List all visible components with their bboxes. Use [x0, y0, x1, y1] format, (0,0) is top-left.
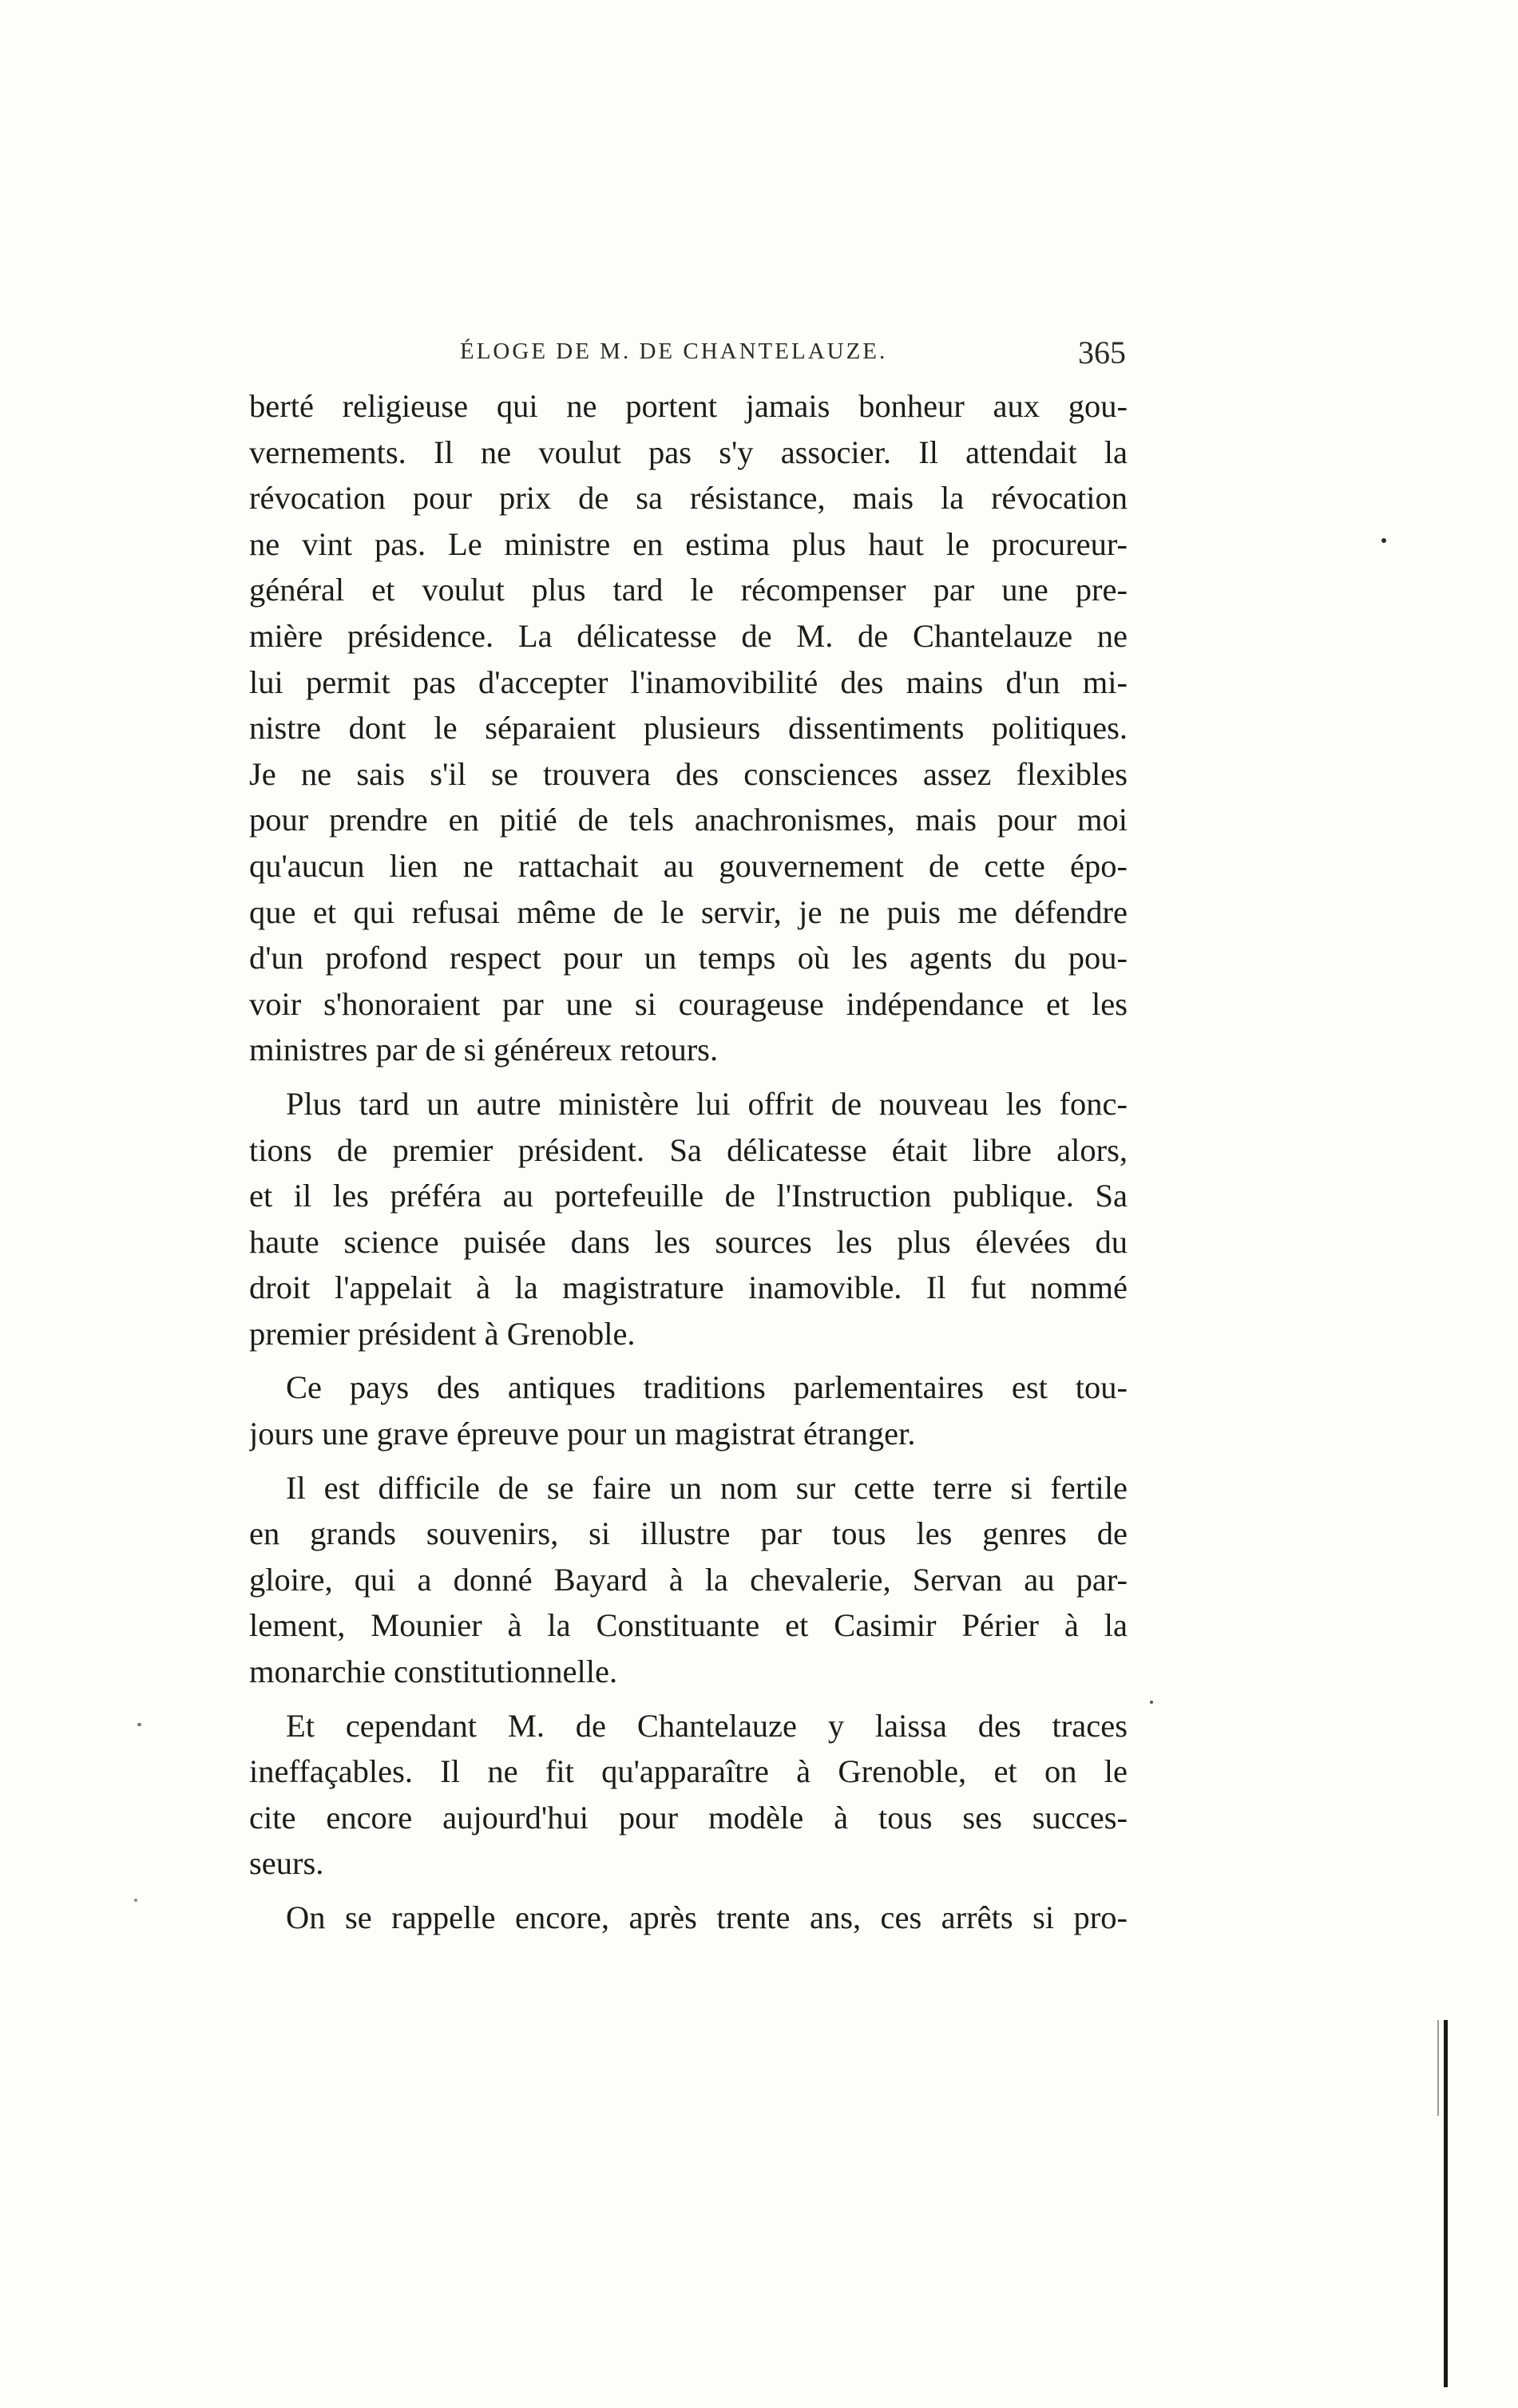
text-line: monarchie constitutionnelle. [249, 1654, 618, 1690]
scan-speck [137, 1723, 141, 1726]
text-line: Je ne sais s'il se trouvera des consciences assez flexibles [249, 755, 1128, 792]
paragraph [249, 1465, 1128, 1695]
text-line: tions de premier président. Sa délicatesse était libre alors, [249, 1131, 1128, 1168]
page-edge-shadow [1437, 2020, 1439, 2116]
text-line: berté religieuse qui ne portent jamais bonheur aux gou- [249, 388, 1128, 424]
paragraph [249, 1703, 1128, 1887]
page-edge-mark [1444, 2020, 1448, 2387]
scan-speck [134, 1899, 137, 1902]
text-line: droit l'appelait à la magistrature inamovible. Il fut nommé [249, 1269, 1128, 1306]
text-line: gloire, qui a donné Bayard à la chevalerie, Servan au par- [249, 1561, 1128, 1598]
text-line: général et voulut plus tard le récompenser par une pre- [249, 572, 1128, 608]
text-line: mière présidence. La délicatesse de M. de Chantelauze ne [249, 617, 1128, 654]
scan-speck [1150, 1701, 1153, 1704]
text-line: On se rappelle encore, après trente ans, ces arrêts si pro- [286, 1899, 1128, 1935]
text-line: révocation pour prix de sa résistance, mais la révocation [249, 480, 1128, 517]
text-line: cite encore aujourd'hui pour modèle à tous ses succes- [249, 1799, 1128, 1836]
text-line: Plus tard un autre ministère lui offrit de nouveau les fonc- [286, 1085, 1128, 1122]
paragraph [249, 1895, 1128, 1941]
text-line: vernements. Il ne voulut pas s'y associer. Il attendait la [249, 434, 1128, 470]
text-line: jours une grave épreuve pour un magistrat étranger. [249, 1416, 916, 1452]
text-line: seurs. [249, 1845, 324, 1882]
text-line: en grands souvenirs, si illustre par tous les genres de [249, 1515, 1128, 1552]
text-line: premier président à Grenoble. [249, 1315, 636, 1352]
text-line: lui permit pas d'accepter l'inamovibilité des mains d'un mi- [249, 663, 1128, 700]
text-line: et il les préféra au portefeuille de l'Instruction publique. Sa [249, 1178, 1128, 1214]
running-title: ÉLOGE DE M. DE CHANTELAUZE. [460, 339, 888, 364]
paragraph [249, 383, 1128, 1073]
text-line: voir s'honoraient par une si courageuse indépendance et les [249, 985, 1128, 1022]
body-text [249, 383, 1128, 1941]
running-head [251, 334, 1126, 374]
text-line: que et qui refusai même de le servir, je ne puis me défendre [249, 893, 1128, 930]
text-line: qu'aucun lien ne rattachait au gouvernement de cette épo- [249, 847, 1128, 884]
paragraph [249, 1081, 1128, 1357]
paragraph [249, 1364, 1128, 1456]
page-number: 365 [1078, 335, 1126, 370]
text-line: Il est difficile de se faire un nom sur cette terre si fertile [286, 1469, 1128, 1506]
text-line: Et cependant M. de Chantelauze y laissa des traces [286, 1707, 1128, 1744]
scan-speck [1381, 538, 1386, 543]
text-line: Ce pays des antiques traditions parlementaires est tou- [286, 1369, 1128, 1406]
text-line: haute science puisée dans les sources les plus élevées du [249, 1223, 1128, 1260]
text-line: ne vint pas. Le ministre en estima plus haut le procureur- [249, 525, 1128, 562]
text-line: ministres par de si généreux retours. [249, 1032, 719, 1068]
text-line: pour prendre en pitié de tels anachronismes, mais pour moi [249, 802, 1128, 838]
text-line: nistre dont le séparaient plusieurs dissentiments politiques. [249, 710, 1128, 747]
text-line: lement, Mounier à la Constituante et Casimir Périer à la [249, 1607, 1128, 1644]
text-line: d'un profond respect pour un temps où les agents du pou- [249, 940, 1128, 976]
text-line: ineffaçables. Il ne fit qu'apparaître à Grenoble, et on le [249, 1753, 1128, 1790]
